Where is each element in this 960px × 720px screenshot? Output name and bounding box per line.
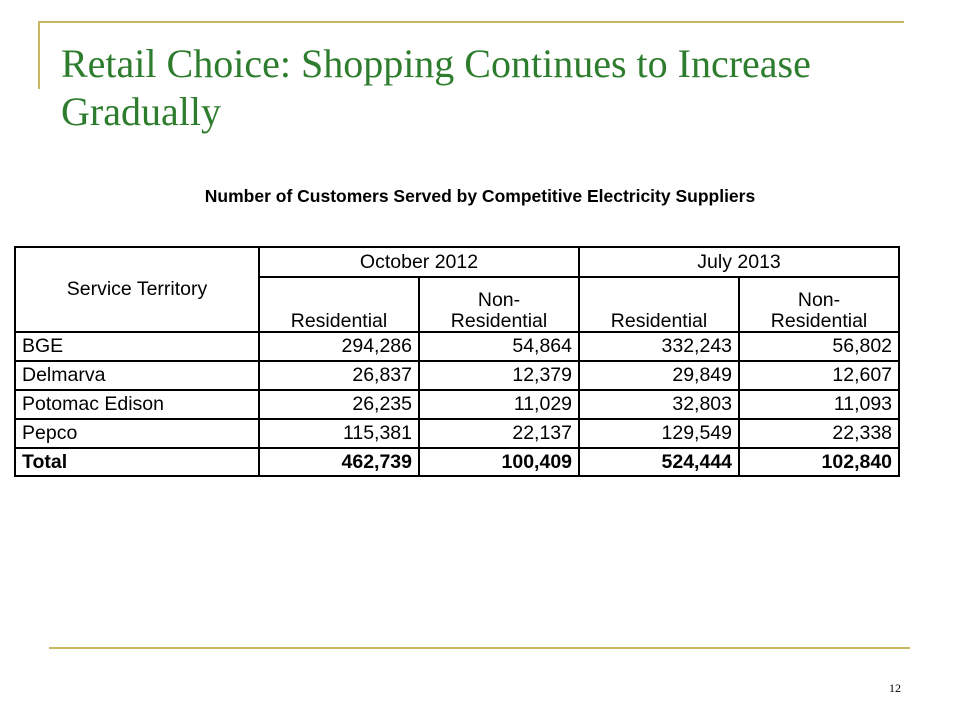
page-number: 12 bbox=[889, 681, 901, 695]
value-cell: 56,802 bbox=[739, 332, 899, 361]
customers-table bbox=[14, 246, 900, 477]
slide-title: Retail Choice: Shopping Continues to Increase Gradually bbox=[61, 41, 811, 134]
table-row bbox=[15, 390, 899, 419]
territory-cell: BGE bbox=[15, 332, 259, 361]
table-row bbox=[15, 332, 899, 361]
value-cell: 129,549 bbox=[579, 419, 739, 448]
total-value-cell: 100,409 bbox=[419, 448, 579, 476]
value-cell: 32,803 bbox=[579, 390, 739, 419]
territory-cell: Potomac Edison bbox=[15, 390, 259, 419]
slide-frame-top-rule bbox=[40, 21, 904, 23]
value-cell: 12,379 bbox=[419, 361, 579, 390]
col-header-non-residential-jul-2013: Non- Residential bbox=[739, 277, 899, 332]
value-cell: 11,093 bbox=[739, 390, 899, 419]
value-cell: 22,338 bbox=[739, 419, 899, 448]
value-cell: 29,849 bbox=[579, 361, 739, 390]
table-row bbox=[15, 361, 899, 390]
table-caption: Number of Customers Served by Competitive Electricity Suppliers bbox=[204, 186, 756, 206]
value-cell: 11,029 bbox=[419, 390, 579, 419]
value-cell: 115,381 bbox=[259, 419, 419, 448]
total-value-cell: 524,444 bbox=[579, 448, 739, 476]
slide-frame-bottom-rule bbox=[49, 647, 910, 649]
period-header-july-2013: July 2013 bbox=[579, 247, 899, 277]
value-cell: 12,607 bbox=[739, 361, 899, 390]
table-period-header-row bbox=[15, 247, 899, 277]
slide-frame-left-rule bbox=[38, 21, 40, 89]
total-label-cell: Total bbox=[15, 448, 259, 476]
value-cell: 26,837 bbox=[259, 361, 419, 390]
col-header-residential-oct-2012: Residential bbox=[259, 277, 419, 332]
col-header-residential-jul-2013: Residential bbox=[579, 277, 739, 332]
territory-cell: Delmarva bbox=[15, 361, 259, 390]
period-header-october-2012: October 2012 bbox=[259, 247, 579, 277]
value-cell: 332,243 bbox=[579, 332, 739, 361]
value-cell: 54,864 bbox=[419, 332, 579, 361]
value-cell: 22,137 bbox=[419, 419, 579, 448]
territory-cell: Pepco bbox=[15, 419, 259, 448]
total-value-cell: 102,840 bbox=[739, 448, 899, 476]
service-territory-header: Service Territory bbox=[15, 247, 259, 332]
total-value-cell: 462,739 bbox=[259, 448, 419, 476]
col-header-non-residential-oct-2012: Non- Residential bbox=[419, 277, 579, 332]
table-total-row bbox=[15, 448, 899, 476]
value-cell: 26,235 bbox=[259, 390, 419, 419]
value-cell: 294,286 bbox=[259, 332, 419, 361]
table-row bbox=[15, 419, 899, 448]
